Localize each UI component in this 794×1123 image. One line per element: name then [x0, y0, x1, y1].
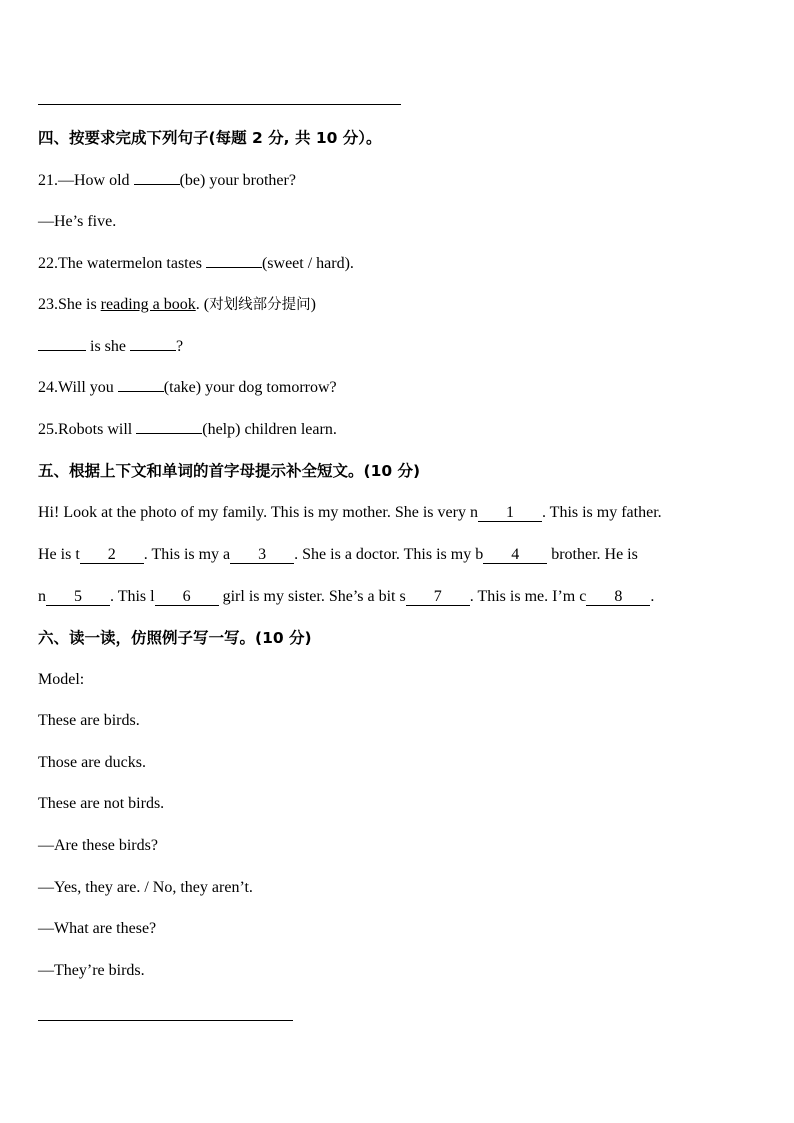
- question-25: [38, 420, 337, 440]
- question-text: Will you: [58, 379, 114, 396]
- cloze-line-3: [38, 587, 654, 607]
- section-4-heading: 四、按要求完成下列句子(每题 2 分, 共 10 分）。: [38, 129, 382, 147]
- question-23: [38, 295, 316, 315]
- question-text: Robots will: [58, 421, 133, 438]
- question-number: 22.: [38, 255, 58, 272]
- answer-blank[interactable]: [130, 350, 176, 351]
- question-hint: (be) your brother?: [179, 172, 296, 189]
- cloze-blank-1[interactable]: 1: [478, 504, 542, 522]
- passage-text: . This is me. I’m c: [469, 588, 587, 605]
- passage-text: . This is my father.: [541, 504, 662, 521]
- question-number: 23.: [38, 296, 58, 313]
- model-line: These are birds.: [38, 712, 140, 729]
- question-number: 24.: [38, 379, 58, 396]
- passage-text: n: [38, 588, 46, 605]
- model-line: —What are these?: [38, 920, 157, 937]
- instruction-note: 对划线部分提问: [209, 297, 311, 313]
- question-hint: (take) your dog tomorrow?: [163, 379, 337, 396]
- question-text: . (: [195, 296, 210, 313]
- question-number: 25.: [38, 421, 58, 438]
- cloze-blank-6[interactable]: 6: [155, 588, 219, 606]
- answer-blank[interactable]: [134, 184, 180, 185]
- question-21-answer: —He’s five.: [38, 213, 117, 230]
- passage-text: He is t: [38, 546, 80, 563]
- question-text: ?: [176, 338, 184, 355]
- cloze-blank-2[interactable]: 2: [80, 546, 144, 564]
- question-21: [38, 171, 296, 191]
- question-text: ): [310, 296, 316, 313]
- question-text: The watermelon tastes: [58, 255, 202, 272]
- section-6-heading: 六、读一读，仿照例子写一写。(10 分): [38, 629, 312, 647]
- cloze-blank-7[interactable]: 7: [406, 588, 470, 606]
- passage-text: Hi! Look at the photo of my family. This is my mother. She is very n: [38, 504, 478, 521]
- question-text: —How old: [58, 172, 130, 189]
- model-line: These are not birds.: [38, 795, 165, 812]
- answer-blank[interactable]: [38, 350, 86, 351]
- passage-text: . This is my a: [143, 546, 231, 563]
- answer-blank[interactable]: [118, 391, 164, 392]
- question-number: 21.: [38, 172, 58, 189]
- cloze-blank-4[interactable]: 4: [483, 546, 547, 564]
- model-line: —Yes, they are. / No, they aren’t.: [38, 879, 253, 896]
- question-22: [38, 254, 354, 274]
- cloze-line-1: [38, 503, 662, 523]
- cloze-blank-3[interactable]: 3: [230, 546, 294, 564]
- question-text: is she: [90, 338, 126, 355]
- answer-blank[interactable]: [206, 267, 262, 268]
- question-text: She is: [58, 296, 97, 313]
- model-line: Those are ducks.: [38, 754, 146, 771]
- cloze-blank-8[interactable]: 8: [586, 588, 650, 606]
- question-23-rewrite: [38, 337, 183, 357]
- passage-text: .: [650, 588, 655, 605]
- answer-line-bottom: [38, 1020, 293, 1021]
- passage-text: . This l: [110, 588, 155, 605]
- answer-blank[interactable]: [136, 433, 202, 434]
- model-line: —They’re birds.: [38, 962, 145, 979]
- model-label: Model:: [38, 671, 85, 688]
- model-line: —Are these birds?: [38, 837, 158, 854]
- question-hint: (sweet / hard).: [261, 255, 354, 272]
- section-5-heading: 五、根据上下文和单词的首字母提示补全短文。(10 分): [38, 462, 421, 480]
- passage-text: . She is a doctor. This is my b: [294, 546, 484, 563]
- question-hint: (help) children learn.: [202, 421, 337, 438]
- answer-line-top: [38, 104, 401, 105]
- passage-text: brother. He is: [547, 546, 638, 563]
- question-24: [38, 378, 337, 398]
- passage-text: girl is my sister. She’s a bit s: [218, 588, 406, 605]
- underlined-phrase: reading a book: [100, 296, 196, 313]
- cloze-blank-5[interactable]: 5: [46, 588, 110, 606]
- cloze-line-2: [38, 545, 638, 565]
